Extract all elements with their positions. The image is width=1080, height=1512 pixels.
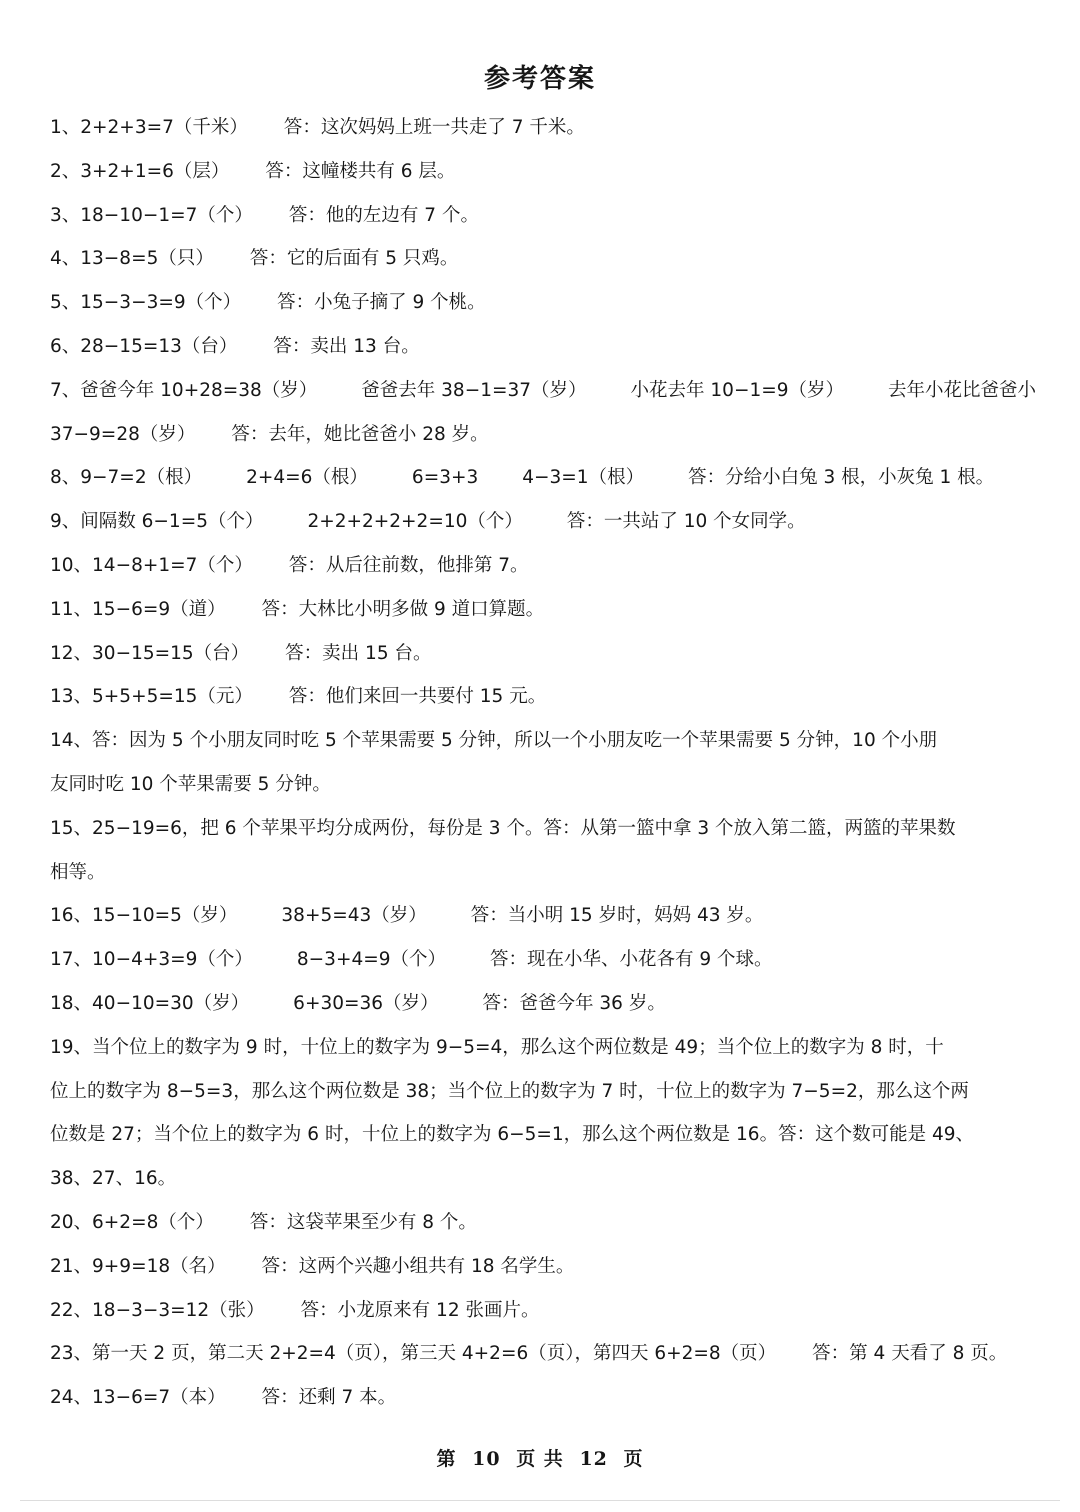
footer-mid: 页 共 — [516, 1448, 564, 1470]
answer-text: 20、6+2=8（个） — [50, 1211, 214, 1233]
answer-line — [50, 763, 1040, 807]
answer-line — [50, 325, 1040, 369]
answer-segment: 答：这袋苹果至少有 8 个。 — [249, 1211, 477, 1233]
answer-text: 4、13−8=5（只） — [50, 248, 214, 270]
answer-segment: 答：小龙原来有 12 张画片。 — [300, 1299, 540, 1321]
answer-text: 12、30−15=15（台） — [50, 642, 250, 664]
answer-text: 7、爸爸今年 10+28=38（岁） — [50, 379, 318, 401]
answer-line — [50, 413, 1040, 457]
answer-text: 14、答：因为 5 个小朋友同时吃 5 个苹果需要 5 分钟，所以一个小朋友吃一个苹果需要 5 分钟，10 个小朋 — [50, 730, 938, 752]
answer-line — [50, 938, 1040, 982]
answer-line — [50, 544, 1040, 588]
answer-text: 17、10−4+3=9（个） — [50, 949, 253, 971]
answer-line — [50, 982, 1040, 1026]
answer-text: 相等。 — [50, 861, 106, 883]
answer-segment: 去年小花比爸爸小 — [888, 379, 1037, 401]
answer-segment: 答：第 4 天看了 8 页。 — [812, 1343, 1008, 1365]
answer-text: 24、13−6=7（本） — [50, 1387, 226, 1409]
answer-line — [50, 1245, 1040, 1289]
answer-line — [50, 632, 1040, 676]
answer-text: 19、当个位上的数字为 9 时，十位上的数字为 9−5=4，那么这个两位数是 49；当个位上的数字为 8 时，十 — [50, 1036, 944, 1058]
answer-line — [50, 1026, 1040, 1070]
answer-text: 2、3+2+1=6（层） — [50, 160, 230, 182]
answer-text: 11、15−6=9（道） — [50, 598, 226, 620]
answer-line — [50, 807, 1040, 851]
answer-segment: 答：它的后面有 5 只鸡。 — [249, 248, 459, 270]
answer-segment: 答：从后往前数，他排第 7。 — [288, 554, 529, 576]
answer-segment: 答：他的左边有 7 个。 — [288, 204, 479, 226]
answer-text: 18、40−10=30（岁） — [50, 992, 250, 1014]
answer-segment: 6+30=36（岁） — [293, 992, 439, 1014]
answer-line — [50, 1201, 1040, 1245]
answer-line — [50, 1113, 1040, 1157]
answer-line — [50, 1376, 1040, 1420]
answer-line — [50, 894, 1040, 938]
footer-prefix: 第 — [436, 1448, 457, 1470]
answer-segment: 答：这两个兴趣小组共有 18 名学生。 — [261, 1255, 575, 1277]
answer-text: 9、间隔数 6−1=5（个） — [50, 511, 264, 533]
answer-text: 16、15−10=5（岁） — [50, 905, 238, 927]
answer-segment: 答：他们来回一共要付 15 元。 — [288, 686, 547, 708]
answer-segment: 答：分给小白兔 3 根，小灰兔 1 根。 — [688, 467, 995, 489]
answer-text: 10、14−8+1=7（个） — [50, 554, 253, 576]
answer-segment: 小花去年 10−1=9（岁） — [630, 379, 844, 401]
answer-segment: 答：还剩 7 本。 — [261, 1387, 397, 1409]
answer-text: 22、18−3−3=12（张） — [50, 1299, 265, 1321]
answer-segment: 答：卖出 15 台。 — [285, 642, 432, 664]
answer-text: 8、9−7=2（根） — [50, 467, 203, 489]
answer-text: 13、5+5+5=15（元） — [50, 686, 253, 708]
answer-line — [50, 675, 1040, 719]
answer-text: 位数是 27；当个位上的数字为 6 时，十位上的数字为 6−5=1，那么这个两位数是 16。答：这个数可能是 49、 — [50, 1124, 974, 1146]
answer-line — [50, 106, 1040, 150]
answer-line — [50, 1157, 1040, 1201]
answer-segment: 38+5=43（岁） — [281, 905, 427, 927]
answer-segment: 2+2+2+2+2=10（个） — [307, 511, 523, 533]
answer-segment: 6=3+3 — [411, 467, 479, 489]
answer-segment: 2+4=6（根） — [246, 467, 368, 489]
answer-text: 1、2+2+3=7（千米） — [50, 117, 248, 138]
answer-text: 3、18−10−1=7（个） — [50, 204, 253, 226]
footer-total-pages: 12 — [579, 1448, 608, 1470]
answer-text: 6、28−15=13（台） — [50, 335, 238, 357]
answer-segment: 答：一共站了 10 个女同学。 — [566, 511, 806, 533]
answer-line — [50, 851, 1040, 895]
answer-line — [50, 500, 1040, 544]
answer-segment: 答：爸爸今年 36 岁。 — [482, 992, 666, 1014]
answer-line — [50, 456, 1040, 500]
answer-text: 位上的数字为 8−5=3，那么这个两位数是 38；当个位上的数字为 7 时，十位上的数字为 7−5=2，那么这个两 — [50, 1080, 969, 1102]
answer-segment: 4−3=1（根） — [522, 467, 645, 489]
answer-line — [50, 237, 1040, 281]
answer-segment: 答：卖出 13 台。 — [273, 335, 420, 357]
answer-segment: 答：现在小华、小花各有 9 个球。 — [490, 949, 773, 971]
answer-line — [50, 1289, 1040, 1333]
answer-line — [50, 369, 1040, 413]
answer-line — [50, 281, 1040, 325]
answer-segment: 爸爸去年 38−1=37（岁） — [361, 379, 587, 401]
answer-text: 38、27、16。 — [50, 1168, 177, 1190]
answer-text: 5、15−3−3=9（个） — [50, 292, 242, 314]
answer-segment: 答：去年，她比爸爸小 28 岁。 — [231, 423, 489, 445]
answer-line — [50, 719, 1040, 763]
footer-current-page: 10 — [472, 1448, 501, 1470]
answer-list — [50, 106, 1040, 1420]
answer-line — [50, 1332, 1040, 1376]
answer-segment: 答：这幢楼共有 6 层。 — [265, 160, 456, 182]
answer-line — [50, 1070, 1040, 1114]
footer-suffix: 页 — [623, 1448, 644, 1470]
bottom-divider — [20, 1500, 1060, 1501]
answer-line — [50, 150, 1040, 194]
answer-segment: 答：大林比小明多做 9 道口算题。 — [261, 598, 545, 620]
answer-segment: 答：小兔子摘了 9 个桃。 — [277, 292, 486, 314]
answer-text: 15、25−19=6，把 6 个苹果平均分成两份，每份是 3 个。答：从第一篮中拿 3 个放入第二篮，两篮的苹果数 — [50, 817, 956, 839]
answer-text: 37−9=28（岁） — [50, 423, 196, 445]
answer-segment: 8−3+4=9（个） — [296, 949, 446, 971]
answer-segment: 答：这次妈妈上班一共走了 7 千米。 — [283, 117, 585, 138]
page-footer — [0, 1444, 1080, 1471]
answer-text: 21、9+9=18（名） — [50, 1255, 226, 1277]
answer-line — [50, 588, 1040, 632]
answer-text: 友同时吃 10 个苹果需要 5 分钟。 — [50, 773, 331, 795]
answer-line — [50, 194, 1040, 238]
answer-segment: 答：当小明 15 岁时，妈妈 43 岁。 — [470, 905, 764, 927]
page-title: 参考答案 — [483, 64, 596, 94]
answer-text: 23、第一天 2 页，第二天 2+2=4（页），第三天 4+2=6（页），第四天 6+2=8（页） — [50, 1343, 777, 1365]
